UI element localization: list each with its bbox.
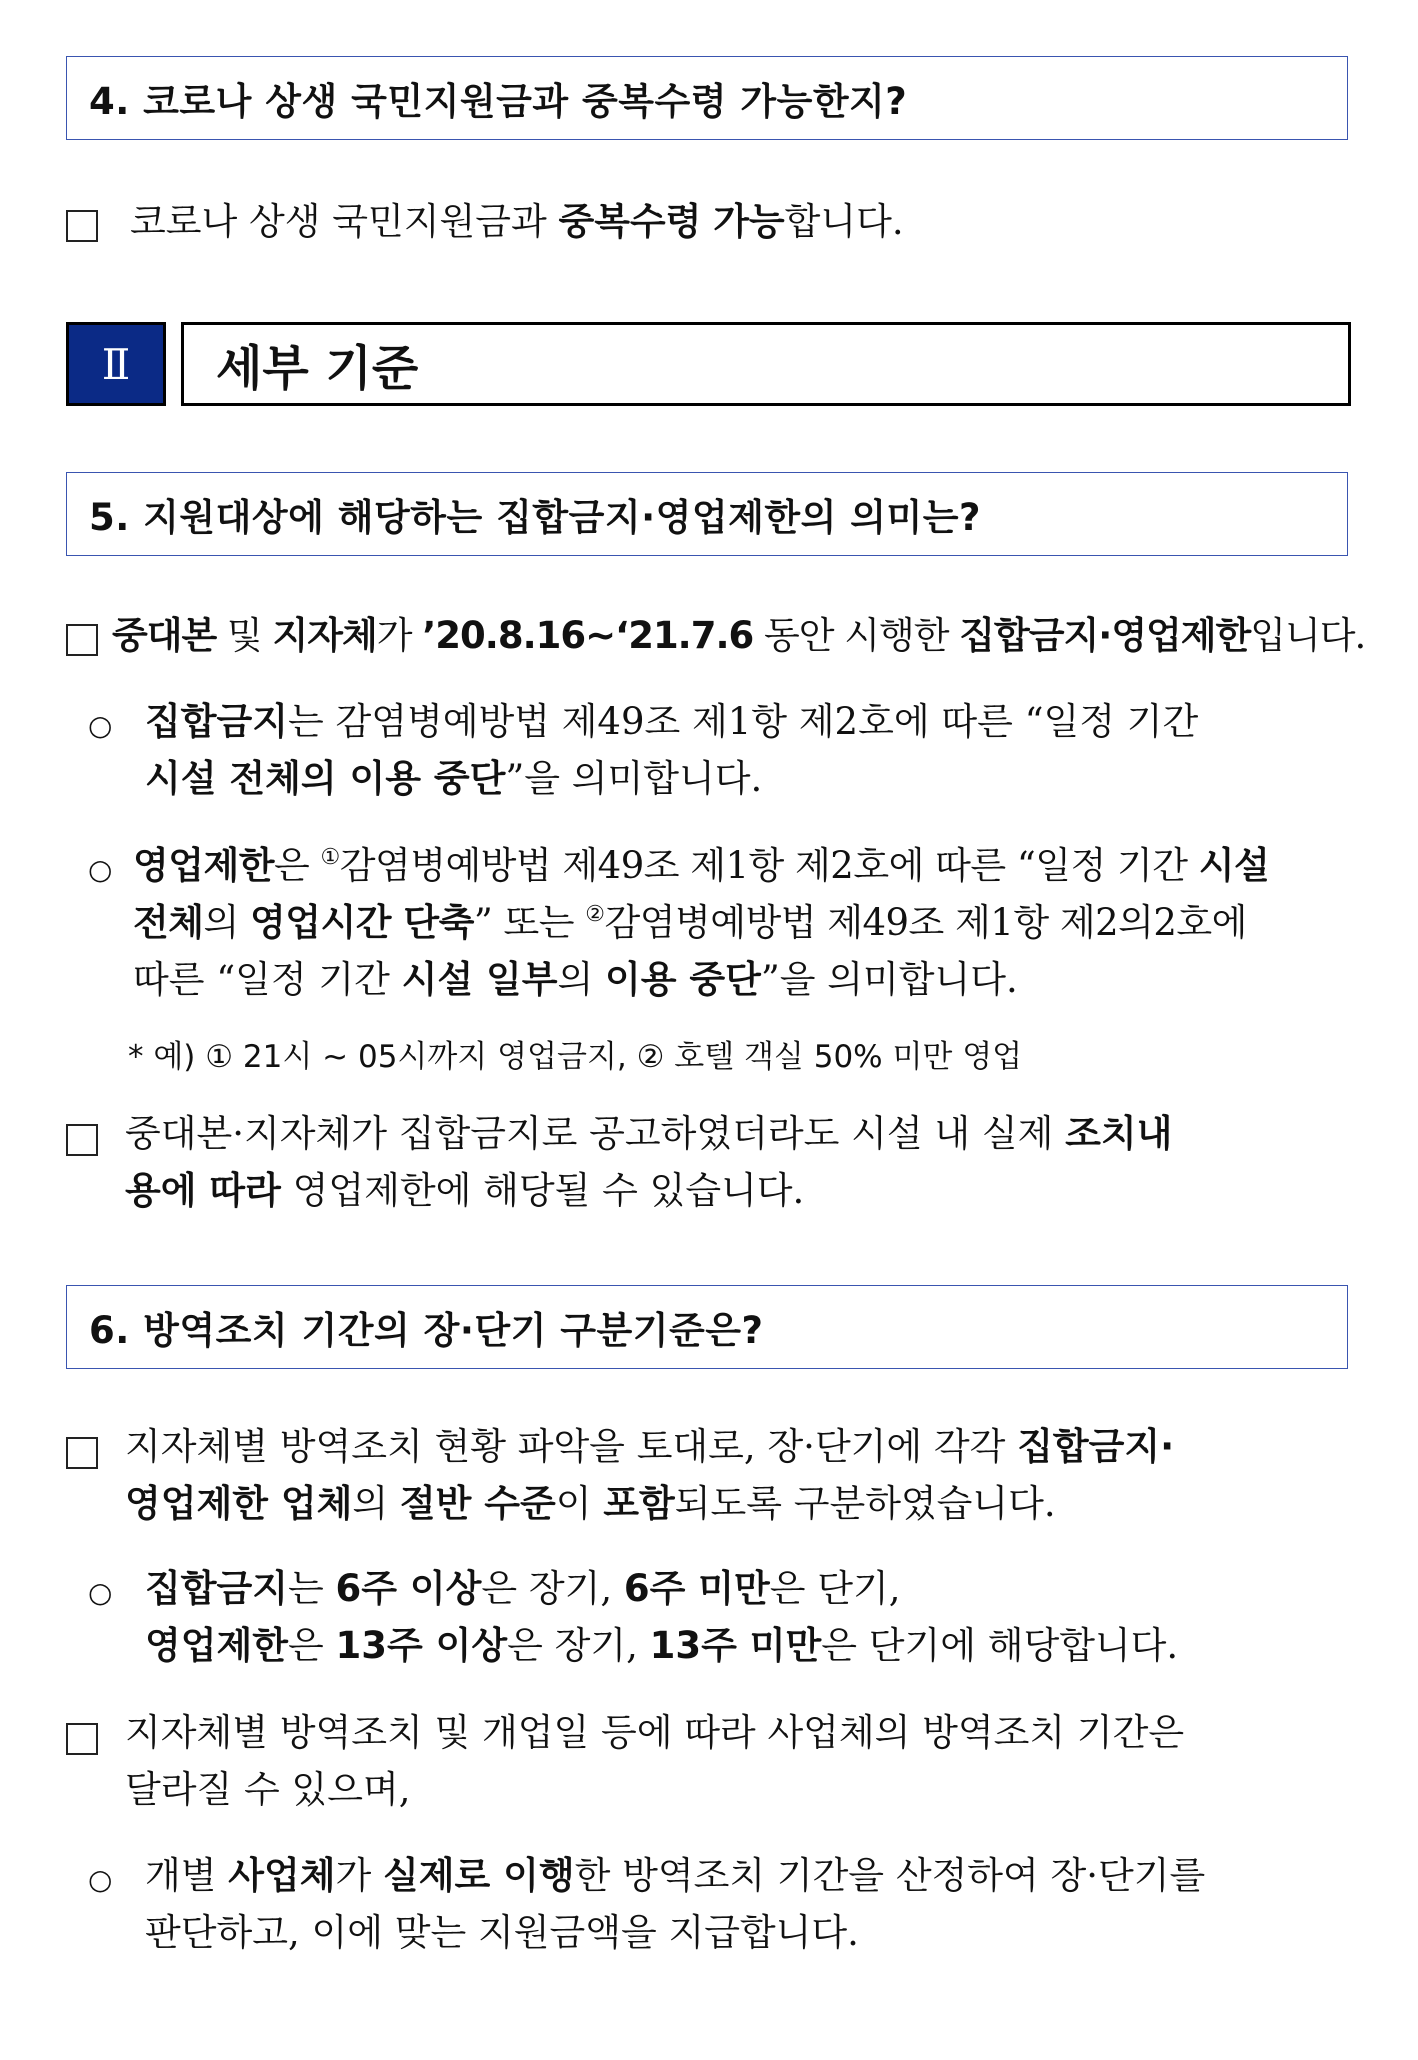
question-box-6 (66, 1285, 1348, 1369)
q5-bullet-1-line-1: 집합금지는 감염병예방법 제49조 제1항 제2호에 따른 “일정 기간 (145, 700, 1199, 743)
section-number-badge: Ⅱ (66, 322, 166, 406)
question-title-5: 5. 지원대상에 해당하는 집합금지·영업제한의 의미는? (89, 496, 981, 539)
q6-bullet-1-line-2: 영업제한은 13주 이상은 장기, 13주 미만은 단기에 해당합니다. (145, 1624, 1179, 1667)
q6-paragraph-1-line-1: 지자체별 방역조치 현황 파악을 토대로, 장·단기에 각각 집합금지· (125, 1425, 1175, 1468)
checkbox-square-icon (66, 1723, 98, 1755)
q6-bullet-2-line-2: 판단하고, 이에 맞는 지원금액을 지급합니다. (145, 1911, 859, 1954)
question-title-6: 6. 방역조치 기간의 장·단기 구분기준은? (89, 1309, 764, 1352)
q6-paragraph-2-line-1: 지자체별 방역조치 및 개업일 등에 따라 사업체의 방역조치 기간은 (125, 1711, 1185, 1754)
section-title: 세부 기준 (216, 340, 419, 397)
q5-bullet-2-line-3: 따른 “일정 기간 시설 일부의 이용 중단”을 의미합니다. (133, 958, 1018, 1001)
bullet-circle-icon: ○ (88, 853, 113, 886)
q5-bullet-2-line-2: 전체의 영업시간 단축” 또는 ②감염병예방법 제49조 제1항 제2의2호에 (133, 901, 1247, 944)
bullet-circle-icon: ○ (88, 1576, 113, 1609)
question-title-4: 4. 코로나 상생 국민지원금과 중복수령 가능한지? (89, 80, 908, 123)
q5-paragraph-1: 중대본 및 지자체가 ’20.8.16~‘21.7.6 동안 시행한 집합금지·영업제한입니다. (112, 614, 1366, 657)
q5-paragraph-2-line-1: 중대본·지자체가 집합금지로 공고하였더라도 시설 내 실제 조치내 (125, 1112, 1173, 1155)
q6-bullet-2-line-1: 개별 사업체가 실제로 이행한 방역조치 기간을 산정하여 장·단기를 (145, 1854, 1206, 1897)
bullet-circle-icon: ○ (88, 1863, 113, 1896)
q6-paragraph-2-line-2: 달라질 수 있으며, (125, 1768, 411, 1811)
checkbox-square-icon (66, 1437, 98, 1469)
q4-answer: 코로나 상생 국민지원금과 중복수령 가능합니다. (130, 200, 904, 243)
checkbox-square-icon (66, 624, 98, 656)
q6-bullet-1-line-1: 집합금지는 6주 이상은 장기, 6주 미만은 단기, (145, 1567, 901, 1610)
q5-bullet-2-line-1: 영업제한은 ①감염병예방법 제49조 제1항 제2호에 따른 “일정 기간 시설 (133, 844, 1270, 887)
bullet-circle-icon: ○ (88, 709, 113, 742)
q5-example-note: * 예) ① 21시 ~ 05시까지 영업금지, ② 호텔 객실 50% 미만 영업 (128, 1039, 1023, 1075)
section-title-box (181, 322, 1351, 406)
q5-bullet-1-line-2: 시설 전체의 이용 중단”을 의미합니다. (145, 757, 763, 800)
q5-paragraph-2-line-2: 용에 따라 영업제한에 해당될 수 있습니다. (125, 1169, 805, 1212)
question-box-5 (66, 472, 1348, 556)
checkbox-square-icon (66, 1124, 98, 1156)
question-box-4 (66, 56, 1348, 140)
q6-paragraph-1-line-2: 영업제한 업체의 절반 수준이 포함되도록 구분하였습니다. (125, 1482, 1056, 1525)
checkbox-square-icon (66, 210, 98, 242)
